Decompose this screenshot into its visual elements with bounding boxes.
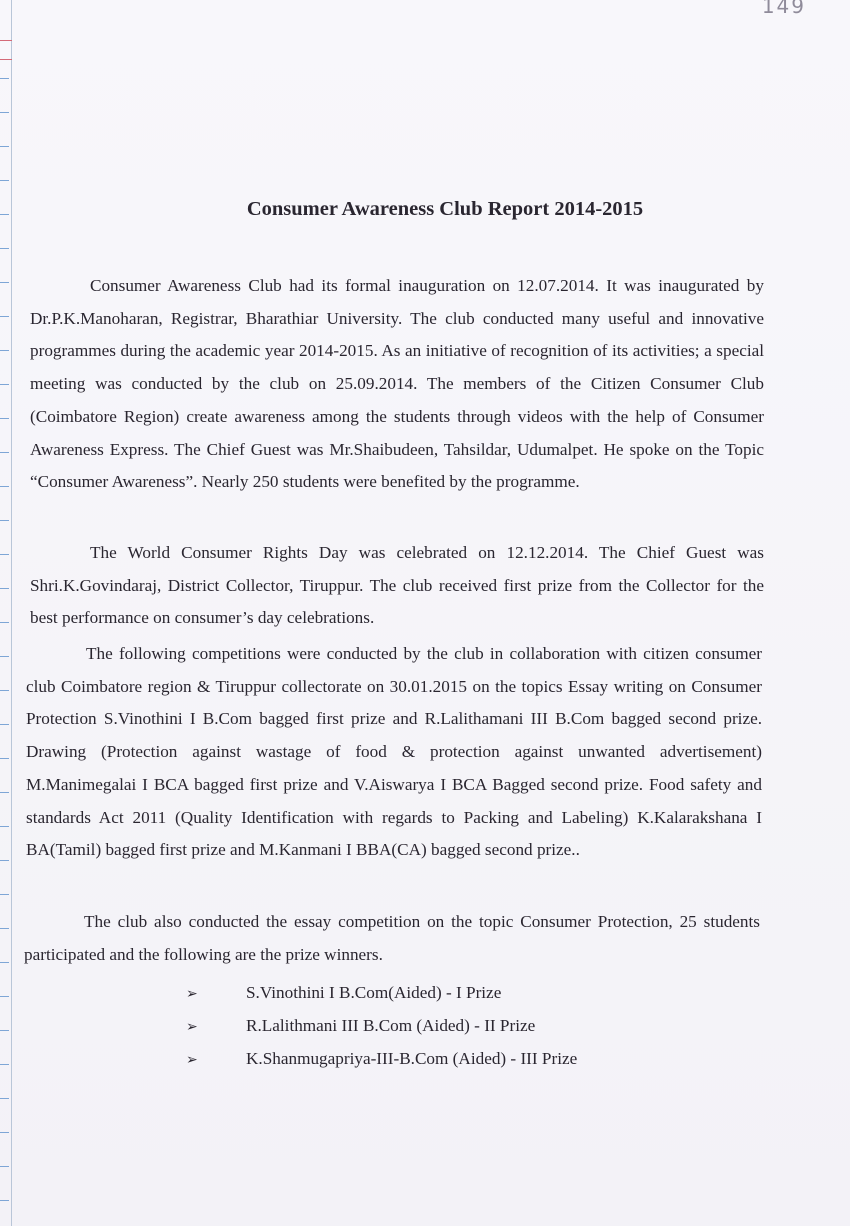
ruled-line-mark [0,1200,9,1201]
ruled-line-mark [0,860,9,861]
ruled-line-mark [0,78,9,79]
ruled-line-mark [0,282,9,283]
notebook-margin-red-lines [0,40,12,60]
ruled-line-mark [0,350,9,351]
ruled-line-mark [0,316,9,317]
ruled-line-mark [0,486,9,487]
notebook-margin-line [11,0,12,1226]
list-item [186,976,577,1009]
ruled-line-mark [0,690,9,691]
ruled-line-mark [0,996,9,997]
arrow-bullet-icon: ➢ [186,1052,198,1068]
ruled-line-mark [0,112,9,113]
paragraph-competitions: The following competitions were conducted by the club in collaboration with citizen consumer club Coimbatore region & Tiruppur collectorate on 30.01.2015 on the topics Essay writing on Consumer Protection S.Vinothini I B.Com bagged first prize and R.Lalithamani III B.Com bagged second prize. Drawing (Protection against wastage of food & protection against unwanted advertisement) M.Manimegalai I BCA bagged first prize and V.Aiswarya I BCA Bagged second prize. Food safety and standards Act 2011 (Quality Identification with regards to Packing and Labeling) K.Kalarakshana I BA(Tamil) bagged first prize and M.Kanmani I BBA(CA) bagged second prize.. [26,644,762,860]
ruled-line-mark [0,1166,9,1167]
ruled-line-mark [0,146,9,147]
ruled-line-mark [0,656,9,657]
ruled-line-mark [0,418,9,419]
ruled-line-mark [0,520,9,521]
ruled-line-mark [0,894,9,895]
ruled-line-mark [0,1098,9,1099]
ruled-line-mark [0,724,9,725]
list-item [186,1009,577,1042]
ruled-line-mark [0,758,9,759]
page-number: 149 [761,0,806,18]
paragraph-essay-competition: The club also conducted the essay competition on the topic Consumer Protection, 25 students participated and the following are the prize winners. [24,912,760,964]
ruled-line-mark [0,248,9,249]
ruled-line-mark [0,962,9,963]
list-item [186,1042,577,1075]
ruled-line-mark [0,928,9,929]
ruled-line-mark [0,1132,9,1133]
ruled-line-mark [0,1030,9,1031]
ruled-line-mark [0,452,9,453]
ruled-line-mark [0,554,9,555]
ruled-line-mark [0,1064,9,1065]
ruled-line-mark [0,622,9,623]
prize-winners-list [186,976,577,1075]
ruled-line-mark [0,180,9,181]
ruled-line-mark [0,826,9,827]
ruled-line-mark [0,384,9,385]
report-title: Consumer Awareness Club Report 2014-2015 [246,198,644,220]
prize-winner-text: K.Shanmugapriya-III-B.Com (Aided) - III Prize [246,1049,578,1068]
arrow-bullet-icon: ➢ [186,986,198,1002]
arrow-bullet-icon: ➢ [186,1019,198,1035]
ruled-line-mark [0,588,9,589]
paragraph-consumer-rights-day: The World Consumer Rights Day was celebrated on 12.12.2014. The Chief Guest was Shri.K.Govindaraj, District Collector, Tiruppur. The club received first prize from the Collector for the best performance on consumer’s day celebrations. [30,543,764,628]
paragraph-inauguration: Consumer Awareness Club had its formal inauguration on 12.07.2014. It was inaugurated by Dr.P.K.Manoharan, Registrar, Bharathiar University. The club conducted many useful and innovative programmes during the academic year 2014-2015. As an initiative of recognition of its activities; a special meeting was conducted by the club on 25.09.2014. The members of the Citizen Consumer Club (Coimbatore Region) create awareness among the students through videos with the help of Consumer Awareness Express. The Chief Guest was Mr.Shaibudeen, Tahsildar, Udumalpet. He spoke on the Topic “Consumer Awareness”. Nearly 250 students were benefited by the programme. [30,276,764,492]
prize-winner-text: S.Vinothini I B.Com(Aided) - I Prize [246,983,502,1002]
prize-winner-text: R.Lalithmani III B.Com (Aided) - II Prize [246,1016,536,1035]
ruled-line-mark [0,792,9,793]
